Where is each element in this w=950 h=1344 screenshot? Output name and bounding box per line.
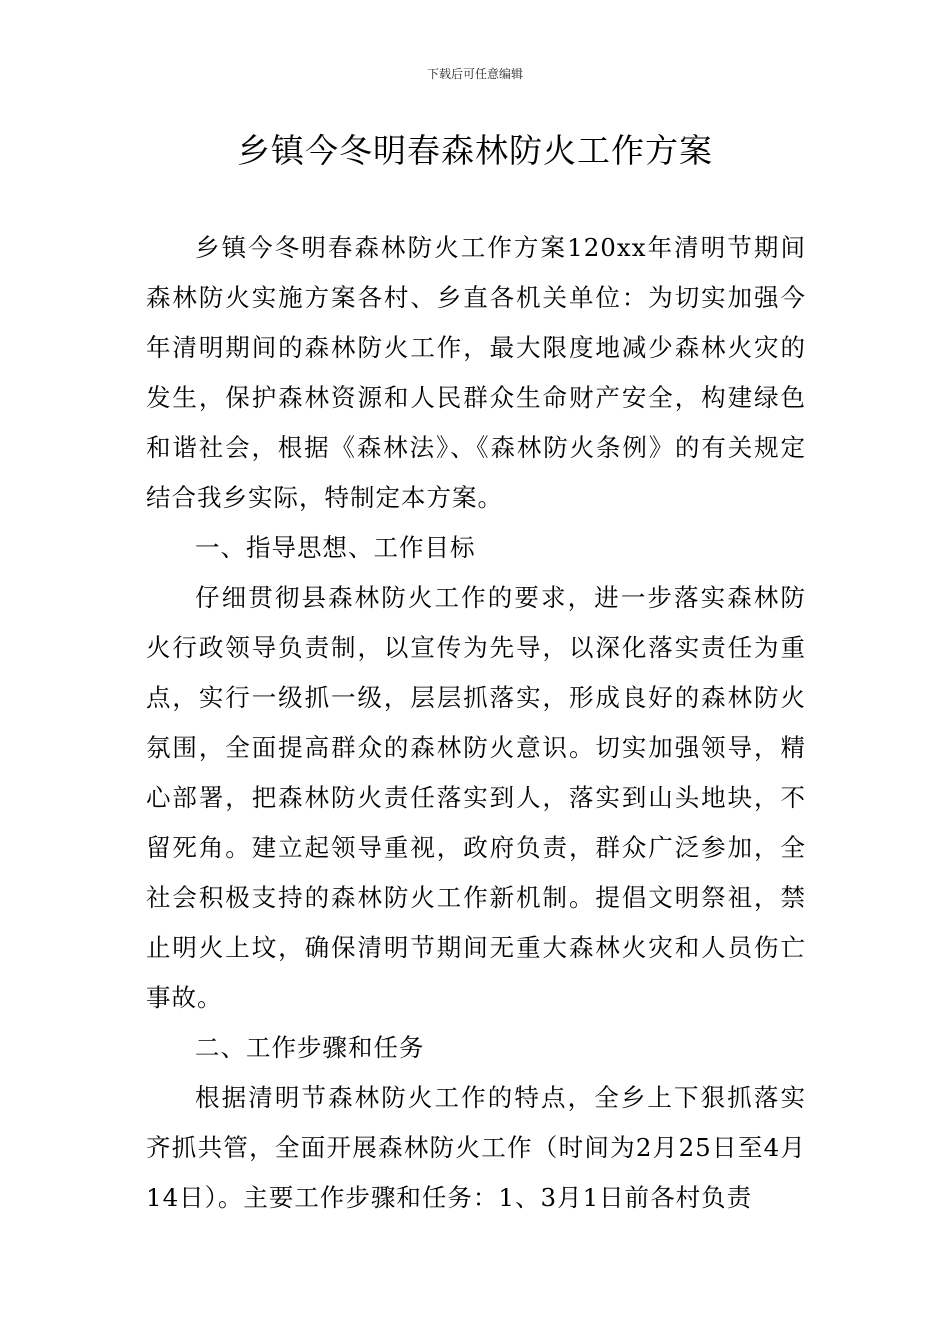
document-body xyxy=(146,223,806,1223)
work-steps-paragraph: 根据清明节森林防火工作的特点，全乡上下狠抓落实齐抓共管，全面开展森林防火工作（时间为2月25日至4月14日）。主要工作步骤和任务：1、3月1日前各村负责 xyxy=(146,1083,806,1212)
section-heading-guiding-thought: 一、指导思想、工作目标 xyxy=(195,533,476,562)
guiding-thought-paragraph: 仔细贯彻县森林防火工作的要求，进一步落实森林防火行政领导负责制，以宣传为先导，以深化落实责任为重点，实行一级抓一级，层层抓落实，形成良好的森林防火氛围，全面提高群众的森林防火意识。切实加强领导，精心部署，把森林防火责任落实到人，落实到山头地块，不留死角。建立起领导重视，政府负责，群众广泛参加，全社会积极支持的森林防火工作新机制。提倡文明祭祖，禁止明火上坟，确保清明节期间无重大森林火灾和人员伤亡事故。 xyxy=(146,583,806,1012)
intro-paragraph: 乡镇今冬明春森林防火工作方案120xx年清明节期间森林防火实施方案各村、乡直各机关单位：为切实加强今年清明期间的森林防火工作，最大限度地减少森林火灾的发生，保护森林资源和人民群众生命财产安全，构建绿色和谐社会，根据《森林法》、《森林防火条例》的有关规定结合我乡实际，特制定本方案。 xyxy=(146,233,806,512)
section-heading-work-steps: 二、工作步骤和任务 xyxy=(195,1033,425,1062)
document-title: 乡镇今冬明春森林防火工作方案 xyxy=(237,131,713,170)
page-header-note: 下载后可任意编辑 xyxy=(426,67,523,81)
